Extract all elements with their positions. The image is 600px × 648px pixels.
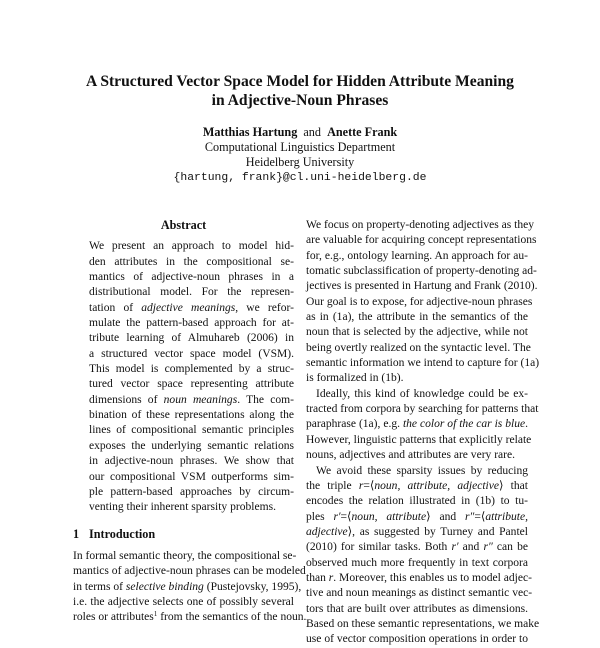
text-line: than r. Moreover, this enables us to model adjec- xyxy=(306,571,532,584)
text-line: ple pattern-based approaches by circum- xyxy=(89,485,294,498)
emphasis: r′ xyxy=(333,510,341,523)
paper-title xyxy=(60,72,540,110)
text-line: is formalized in (1b). xyxy=(306,372,404,385)
text-line: being overtly realized on the syntactic level. The xyxy=(306,341,531,354)
emphasis: noun meanings xyxy=(163,393,238,406)
section-heading-introduction xyxy=(73,527,294,542)
text-line: tomatic subclassification of property-denoting ad- xyxy=(306,265,537,278)
right-column xyxy=(306,218,540,648)
abstract-body xyxy=(89,239,294,515)
text-line: jectives is presented in Hartung and Frank (2010). xyxy=(306,280,538,293)
author-email: {hartung, frank}@cl.uni-heidelberg.de xyxy=(173,171,427,184)
emphasis: r xyxy=(358,479,364,492)
text-line: are valuable for acquiring concept representations xyxy=(306,234,537,247)
text-line: use of vector composition operations in order to xyxy=(306,633,528,646)
author-department: Computational Linguistics Department xyxy=(204,140,396,155)
paragraph-2 xyxy=(306,387,539,464)
text-line: i.e. the adjective selects one of possibly several xyxy=(73,595,294,608)
text-line: for, e.g., ontology learning. An approach for au- xyxy=(306,249,528,262)
text-line: tors that are built over attributes as dimensions. xyxy=(306,602,528,615)
text-line: ples r′=⟨noun, attribute⟩ and r″=⟨attribute, xyxy=(306,510,529,523)
text-line: tured vector space representing attribute xyxy=(89,378,294,391)
text-line: our compositional VSM outperforms sim- xyxy=(89,470,294,483)
title-line-1: A Structured Vector Space Model for Hidden Attribute Meaning xyxy=(86,73,514,90)
text-line: We focus on property-denoting adjectives as they xyxy=(306,219,535,231)
text-line: lines of compositional semantic principles xyxy=(89,424,294,437)
text-line: mantics of adjective-noun phrases in a xyxy=(89,271,294,284)
text-line: tracted from corpora by searching for patterns that xyxy=(306,403,539,416)
text-line: paraphrase (1a), e.g. the color of the car is blue. xyxy=(306,418,528,431)
text-line: observed much more frequently in text corpora xyxy=(306,556,528,569)
text-line: encodes the relation illustrated in (1b) to tu- xyxy=(306,495,528,508)
author-university: Heidelberg University xyxy=(245,155,355,170)
introduction-paragraph xyxy=(73,549,307,626)
emphasis: selective binding xyxy=(125,580,204,593)
author-1: Matthias Hartung xyxy=(202,125,298,139)
text-line: Based on these semantic representations, we make xyxy=(306,617,540,630)
section-number: 1 xyxy=(73,526,80,541)
text-line: We present an approach to model hid- xyxy=(89,240,294,253)
text-line: semantic information we intend to capture for (1a) xyxy=(306,357,540,370)
text-line: distributional model. For the represen- xyxy=(89,286,294,299)
text-line: In formal semantic theory, the compositional se- xyxy=(73,549,297,562)
abstract-heading: Abstract xyxy=(160,218,207,232)
author-2: Anette Frank xyxy=(327,125,398,139)
text-line: This model is complemented by a struc- xyxy=(89,363,294,376)
text-line: Ideally, this kind of knowledge could be ex- xyxy=(316,387,528,400)
text-line: as in (1a), the attribute in the semantics of the xyxy=(306,311,528,324)
emphasis: r′ xyxy=(451,541,459,554)
text-line: adjective⟩, as suggested by Turney and Pantel xyxy=(306,525,528,538)
text-line: a structured vector space model (VSM). xyxy=(89,347,294,360)
text-line: mantics of adjective-noun phrases can be modeled xyxy=(73,565,306,578)
text-line: venting their inherent sparsity problems. xyxy=(89,501,276,514)
emphasis: r″ xyxy=(483,541,493,554)
footnote-marker[interactable]: 1 xyxy=(153,610,158,619)
text-line: the triple r=⟨noun, attribute, adjective⟩ that xyxy=(306,479,528,492)
section-title: Introduction xyxy=(89,526,156,541)
emphasis: adjective meanings xyxy=(141,301,236,314)
title-line-2: in Adjective-Noun Phrases xyxy=(211,92,389,109)
paragraph-1 xyxy=(306,218,540,387)
left-column xyxy=(73,218,307,626)
text-line: in terms of selective binding (Pustejovsky, 1995), xyxy=(73,580,302,593)
text-line: tive and noun meanings as distinct semantic vec- xyxy=(306,587,533,600)
author-names xyxy=(100,125,500,140)
text-line: Our goal is to expose, for adjective-noun phrases xyxy=(306,295,533,308)
author-conjunction: and xyxy=(303,125,321,139)
text-line: tribute learning of Almuhareb (2006) in xyxy=(89,332,294,345)
text-line: tation of adjective meanings, we refor- xyxy=(89,301,294,314)
text-line: We avoid these sparsity issues by reducing xyxy=(316,464,528,477)
emphasis: adjective xyxy=(306,525,348,538)
emphasis: noun, attribute, adjective xyxy=(374,479,499,492)
text-line: (2010) for similar tasks. Both r′ and r″ can be xyxy=(306,541,528,554)
emphasis: r″ xyxy=(465,510,475,523)
text-line: dimensions of noun meanings. The com- xyxy=(89,393,294,406)
emphasis: r xyxy=(328,571,334,584)
text-line: noun that is selected by the adjective, while not xyxy=(306,326,528,339)
text-line: in adjective-noun phrases. We show that xyxy=(89,455,294,468)
text-line: mulate the pattern-based approach for at- xyxy=(89,317,294,330)
emphasis: the color of the car is blue xyxy=(402,418,526,431)
text-line: roles or attributes$^1$ from the semantics of the noun. xyxy=(73,610,307,624)
emphasis: noun, attribute xyxy=(351,510,427,523)
text-line: exposes the underlying semantic relations xyxy=(89,439,294,452)
text-line: den attributes in the compositional se- xyxy=(89,255,294,268)
paragraph-3 xyxy=(306,464,540,648)
text-line: However, linguistic patterns that explicitly relate xyxy=(306,433,532,446)
author-block xyxy=(100,125,500,186)
text-line: bination of these representations along the xyxy=(89,409,294,422)
emphasis: attribute, xyxy=(485,510,529,523)
text-line: nouns, adjectives and attributes are very rare. xyxy=(306,449,516,462)
